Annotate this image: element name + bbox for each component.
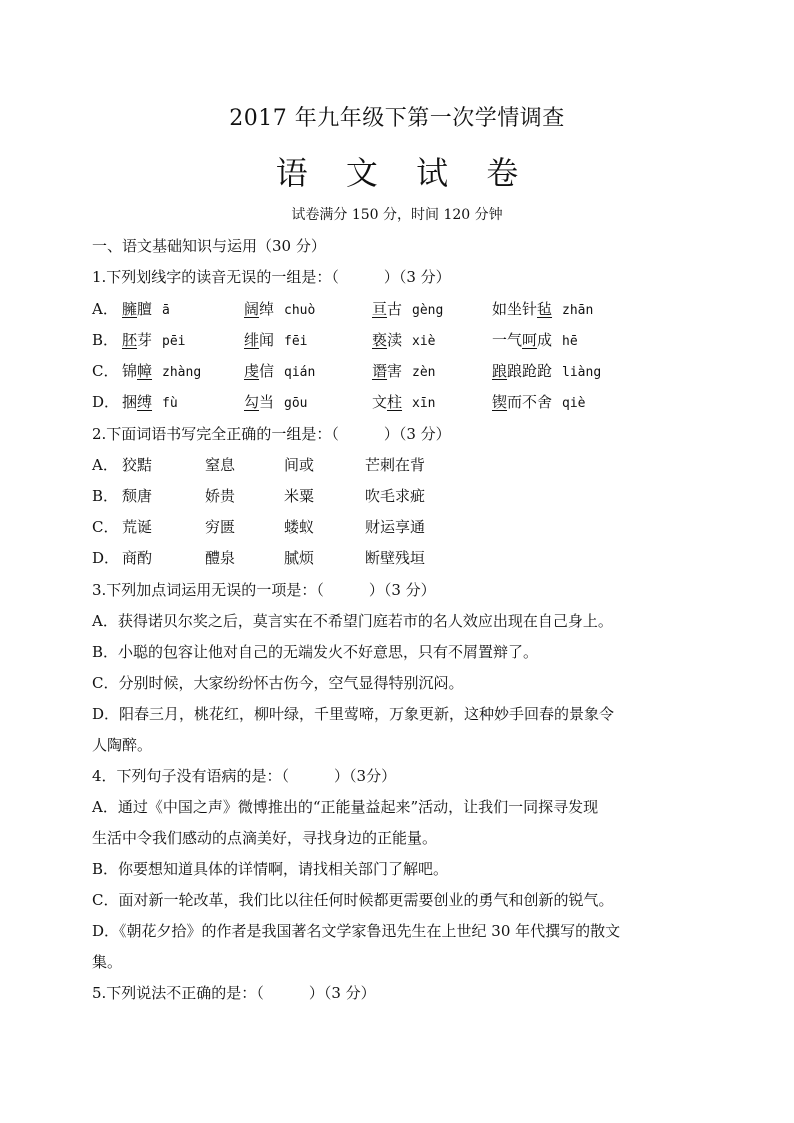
option-word: 吹毛求疵 — [365, 487, 426, 505]
underlined-character: 幛 — [137, 362, 153, 380]
underlined-character: 柱 — [387, 393, 403, 411]
option-label: C． — [92, 362, 119, 380]
section-heading: 一、语文基础知识与运用（30 分） — [92, 237, 326, 255]
question-4-stem: 4．下列句子没有语病的是：（ ）（3分） — [92, 767, 397, 785]
underlined-character: 锲 — [492, 393, 508, 411]
underlined-character: 亵 — [372, 331, 388, 349]
option-label: D． — [92, 393, 120, 411]
question-5-stem: 5.下列说法不正确的是：（ ）（3 分） — [92, 984, 376, 1002]
word-suffix: 渎 — [387, 331, 403, 349]
option-label: B． — [92, 331, 119, 349]
question-3-stem: 3.下列加点词运用无误的一项是：（ ）（3 分） — [92, 581, 436, 599]
question-4-line: C．面对新一轮改革，我们比以往任何时候都更需要创业的勇气和创新的锐气。 — [92, 891, 614, 909]
pinyin: gèng — [412, 303, 444, 318]
option-word: 商酌 — [122, 549, 153, 567]
question-3-line: D．阳春三月，桃花红，柳叶绿，千里莺啼，万象更新，这种妙手回春的景象令 — [92, 705, 615, 723]
option-word: 颓唐 — [122, 487, 153, 505]
option-word: 荒诞 — [122, 518, 153, 536]
option-word — [244, 361, 315, 383]
underlined-character: 亘 — [372, 300, 388, 318]
question-3-line: 人陶醉。 — [92, 736, 153, 754]
option-label: A． — [92, 300, 118, 318]
word-suffix: 膻 — [137, 300, 153, 318]
word-suffix: 成 — [537, 331, 553, 349]
pinyin: zhān — [562, 303, 594, 318]
question-4-line: A．通过《中国之声》微博推出的“正能量益起来”活动，让我们一同探寻发现 — [92, 798, 599, 816]
option-word — [372, 299, 443, 321]
question-4-line: 集。 — [92, 953, 123, 971]
question-2-stem: 2.下面词语书写完全正确的一组是：（ ）（3 分） — [92, 425, 451, 443]
word-prefix: 一气 — [492, 331, 523, 349]
underlined-character: 呵 — [522, 331, 538, 349]
question-4-line: 生活中令我们感动的点滴美好，寻找身边的正能量。 — [92, 829, 438, 847]
pinyin: qiè — [562, 396, 586, 411]
option-word — [492, 299, 593, 321]
option-word: 蝼蚁 — [284, 518, 315, 536]
option-word — [492, 330, 578, 352]
underlined-character: 踉 — [492, 362, 508, 380]
word-suffix: 信 — [259, 362, 275, 380]
question-1-stem: 1.下列划线字的读音无误的一组是：（ ）（3 分） — [92, 268, 451, 286]
question-3-line: B．小聪的包容让他对自己的无端发火不好意思，只有不屑置辩了。 — [92, 643, 539, 661]
option-word — [244, 330, 308, 352]
word-suffix: 古 — [387, 300, 403, 318]
underlined-character: 臃 — [122, 300, 138, 318]
underlined-character: 勾 — [244, 393, 260, 411]
underlined-character: 阔 — [244, 300, 260, 318]
pinyin: fēi — [284, 334, 308, 349]
word-suffix: 当 — [259, 393, 275, 411]
option-word: 断壁残垣 — [365, 549, 426, 567]
word-suffix: 芽 — [137, 331, 153, 349]
option-word: 娇贵 — [205, 487, 236, 505]
underlined-character: 谮 — [372, 362, 388, 380]
exam-subject-title: 语 文 试 卷 — [275, 154, 533, 192]
word-suffix: 害 — [387, 362, 403, 380]
option-word — [492, 392, 586, 414]
exam-info: 试卷满分 150 分，时间 120 分钟 — [291, 207, 503, 223]
option-word — [492, 361, 601, 383]
pinyin: chuò — [284, 303, 316, 318]
question-4-line: B．你要想知道具体的详情啊，请找相关部门了解吧。 — [92, 860, 449, 878]
option-word: 腻烦 — [284, 549, 315, 567]
underlined-character: 胚 — [122, 331, 138, 349]
word-prefix: 锦 — [122, 362, 138, 380]
pinyin: xiè — [412, 334, 436, 349]
word-prefix: 捆 — [122, 393, 138, 411]
question-3-line: A．获得诺贝尔奖之后，莫言实在不希望门庭若市的名人效应出现在自己身上。 — [92, 612, 613, 630]
pinyin: gōu — [284, 396, 308, 411]
pinyin: liàng — [562, 365, 602, 380]
word-prefix: 如坐针 — [492, 300, 538, 318]
pinyin: zhàng — [162, 365, 202, 380]
option-word — [372, 392, 436, 414]
option-word — [122, 392, 178, 414]
question-3-line: C．分别时候，大家纷纷怀古伤今，空气显得特别沉闷。 — [92, 674, 464, 692]
option-word — [122, 330, 186, 352]
word-suffix: 而不舍 — [507, 393, 553, 411]
option-word: 米粟 — [284, 487, 315, 505]
option-word — [372, 330, 436, 352]
underlined-character: 缚 — [137, 393, 153, 411]
word-suffix: 闻 — [259, 331, 275, 349]
option-word — [122, 299, 170, 321]
option-word — [244, 299, 315, 321]
pinyin: fù — [162, 396, 178, 411]
pinyin: pēi — [162, 334, 186, 349]
pinyin: xīn — [412, 396, 436, 411]
option-word: 醴泉 — [205, 549, 236, 567]
option-word: 穷匮 — [205, 518, 236, 536]
option-word — [244, 392, 308, 414]
pinyin: qián — [284, 365, 316, 380]
underlined-character: 虔 — [244, 362, 260, 380]
option-word — [372, 361, 436, 383]
option-word: 间或 — [284, 456, 315, 474]
option-label: D． — [92, 549, 120, 567]
option-word — [122, 361, 201, 383]
option-label: B． — [92, 487, 119, 505]
exam-title: 2017 年九年级下第一次学情调查 — [229, 106, 565, 131]
option-word: 芒刺在背 — [365, 456, 426, 474]
word-suffix: 绰 — [259, 300, 275, 318]
underlined-character: 绯 — [244, 331, 260, 349]
option-label: A． — [92, 456, 118, 474]
option-word: 财运享通 — [365, 518, 426, 536]
question-4-line: D．《朝花夕拾》的作者是我国著名文学家鲁迅先生在上世纪 30 年代撰写的散文 — [92, 922, 621, 940]
option-label: C． — [92, 518, 119, 536]
option-word: 狡黠 — [122, 456, 153, 474]
underlined-character: 毡 — [537, 300, 553, 318]
pinyin: hē — [562, 334, 578, 349]
word-prefix: 文 — [372, 393, 388, 411]
word-suffix: 踉跄跄 — [507, 362, 553, 380]
option-word: 窒息 — [205, 456, 236, 474]
pinyin: zèn — [412, 365, 436, 380]
pinyin: ā — [162, 303, 170, 318]
